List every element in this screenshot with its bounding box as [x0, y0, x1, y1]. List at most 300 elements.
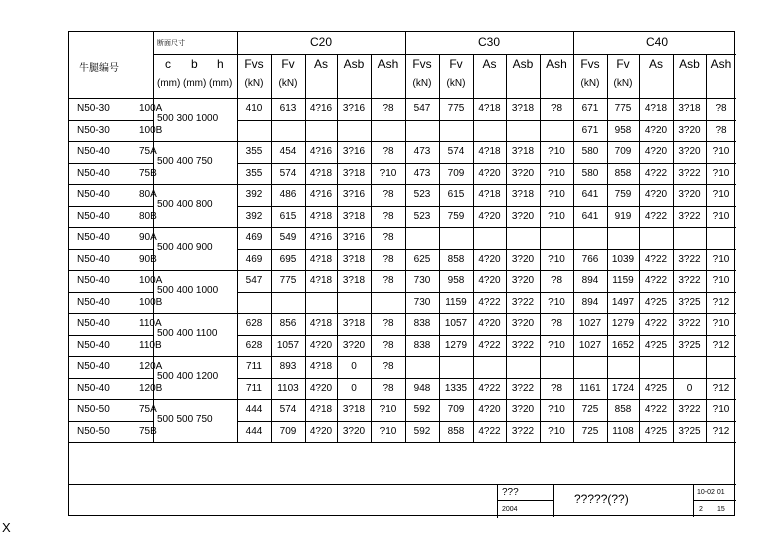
- cell-c30: 1335: [444, 382, 468, 394]
- header-sub-col: Fv: [616, 57, 630, 71]
- cell-c40: 1027: [578, 318, 602, 329]
- row-id: N50-30: [77, 124, 110, 136]
- cell-c40: ?10: [712, 146, 730, 157]
- cell-c20: ?8: [382, 103, 394, 114]
- cell-c40: 580: [581, 146, 599, 157]
- cell-c30: 3?20: [511, 167, 535, 179]
- cell-c20: ?8: [382, 210, 394, 222]
- cell-c40: 3?22: [678, 167, 701, 179]
- cell-c20: ?8: [382, 146, 394, 157]
- cell-c30: 3?20: [511, 253, 535, 265]
- cell-c40: 709: [614, 146, 632, 157]
- cell-c40: 3?22: [678, 275, 701, 286]
- cell-c30: 3?18: [511, 146, 535, 157]
- header-sub-col: As: [648, 57, 663, 71]
- row-line: [237, 335, 736, 336]
- header-sub-unit: (kN): [613, 78, 633, 89]
- cell-c20: 355: [245, 167, 263, 179]
- cell-c30: 948: [413, 382, 431, 394]
- header-sub-col: As: [482, 57, 497, 71]
- row-line: [69, 184, 736, 185]
- cell-c40: 4?22: [644, 404, 668, 415]
- cell-c20: 444: [245, 404, 263, 415]
- cell-c40: 894: [581, 275, 599, 286]
- cell-c20: ?8: [382, 318, 394, 329]
- header-sub-col: Ash: [377, 57, 399, 71]
- row-line: [237, 421, 736, 422]
- cell-c20: 4?18: [309, 275, 333, 286]
- cell-c40: 858: [614, 167, 632, 179]
- header-section-col: b: [191, 57, 198, 71]
- row-variant: 100A: [139, 275, 163, 286]
- cell-c40: 4?22: [644, 253, 668, 265]
- cell-c40: 3?25: [678, 339, 701, 351]
- header-sub-unit: (kN): [278, 78, 298, 89]
- header-sub-col: As: [313, 57, 328, 71]
- cell-c30: 775: [447, 103, 465, 114]
- cell-c40: 4?20: [644, 146, 668, 157]
- cell-c30: 1057: [444, 318, 468, 329]
- cell-c20: ?8: [382, 361, 394, 372]
- cell-c20: 695: [279, 253, 297, 265]
- cell-c20: 4?16: [309, 189, 333, 200]
- cell-c30: 730: [413, 275, 431, 286]
- cell-c40: 1161: [579, 382, 601, 394]
- row-id: N50-40: [77, 210, 110, 222]
- cell-c20: 4?18: [309, 318, 333, 329]
- cell-c30: 3?22: [511, 425, 535, 437]
- cell-c20: 4?18: [309, 210, 333, 222]
- header-section-col: c: [165, 57, 171, 71]
- cell-c20: 469: [245, 253, 263, 265]
- cell-c40: 858: [614, 404, 632, 415]
- row-id: N50-40: [77, 382, 110, 394]
- cell-c40: 766: [581, 253, 599, 265]
- cell-c40: 725: [581, 404, 599, 415]
- cell-c40: 958: [614, 124, 632, 136]
- row-id: N50-30: [77, 103, 110, 114]
- cell-c40: ?12: [712, 296, 730, 308]
- title-block-year: 2004: [502, 506, 518, 513]
- title-block-ref: 10-02 01: [697, 489, 725, 496]
- cell-c20: ?10: [379, 404, 397, 415]
- cell-c40: 4?22: [644, 210, 668, 222]
- row-dims: 500 400 750: [157, 156, 213, 167]
- cell-c40: 4?20: [644, 189, 668, 200]
- cell-c30: 838: [413, 318, 431, 329]
- cell-c40: ?10: [712, 167, 730, 179]
- row-variant: 80B: [139, 210, 157, 222]
- cell-c40: 3?20: [678, 189, 701, 200]
- header-sub-unit: (kN): [412, 78, 432, 89]
- cell-c40: 4?22: [644, 167, 668, 179]
- cell-c30: 592: [413, 404, 431, 415]
- cell-c20: 1103: [277, 382, 299, 394]
- row-variant: 80A: [139, 189, 157, 200]
- row-variant: 100B: [139, 296, 163, 308]
- row-dims: 500 400 1200: [157, 371, 219, 382]
- row-id: N50-40: [77, 232, 110, 243]
- cell-c30: ?10: [548, 296, 565, 308]
- cell-c40: ?8: [715, 103, 727, 114]
- cell-c40: 641: [581, 210, 599, 222]
- cell-c30: 3?20: [511, 404, 535, 415]
- cell-c20: 392: [245, 189, 263, 200]
- cell-c20: 3?18: [342, 318, 366, 329]
- cell-c20: 574: [279, 167, 297, 179]
- cell-c40: 1039: [611, 253, 635, 265]
- row-line: [237, 163, 736, 164]
- title-block-code: ???: [502, 487, 519, 498]
- row-id: N50-40: [77, 296, 110, 308]
- row-line: [69, 313, 736, 314]
- cell-c30: 4?18: [478, 103, 501, 114]
- cell-c20: 3?18: [342, 404, 366, 415]
- header-bottom-line: [69, 98, 736, 99]
- grade-divider: [573, 32, 574, 442]
- row-id: N50-40: [77, 167, 110, 179]
- row-id: N50-40: [77, 318, 110, 329]
- cell-c20: 3?16: [342, 103, 366, 114]
- cell-c20: 711: [246, 382, 262, 394]
- title-block-top: [69, 484, 736, 485]
- cell-c30: 4?22: [478, 296, 501, 308]
- cell-c40: ?8: [715, 124, 727, 136]
- cell-c20: 4?20: [309, 382, 333, 394]
- title-block-divider: [553, 484, 554, 517]
- cell-c30: ?10: [548, 210, 565, 222]
- header-section-label: 断面尺寸: [157, 40, 185, 47]
- row-variant: 90B: [139, 253, 157, 265]
- cell-c20: 711: [246, 361, 262, 372]
- row-line: [69, 421, 153, 422]
- header-sub-col: Asb: [679, 57, 700, 71]
- cell-c40: 759: [614, 189, 632, 200]
- row-line: [69, 163, 153, 164]
- row-dims: 500 400 800: [157, 199, 213, 210]
- cell-c20: 3?20: [342, 339, 366, 351]
- header-sub-unit: (kN): [446, 78, 466, 89]
- row-variant: 120A: [139, 361, 163, 372]
- row-id: N50-40: [77, 361, 110, 372]
- cell-c20: 0: [351, 361, 357, 372]
- cell-c20: 469: [245, 232, 263, 243]
- title-block-page-b: 15: [717, 506, 725, 513]
- header-grade-label: C30: [477, 35, 500, 49]
- row-line: [237, 292, 736, 293]
- cell-c20: ?8: [382, 382, 394, 394]
- cell-c30: ?8: [550, 275, 563, 286]
- cell-c30: 4?22: [478, 425, 501, 437]
- row-line: [237, 378, 736, 379]
- cell-c20: 355: [245, 146, 263, 157]
- cell-c30: 574: [447, 146, 465, 157]
- cell-c40: ?10: [712, 318, 730, 329]
- cell-c20: 3?18: [342, 253, 366, 265]
- header-section-unit: (mm): [183, 78, 207, 89]
- header-section-unit: (mm): [157, 78, 181, 89]
- cell-c20: 4?18: [309, 404, 333, 415]
- cell-c40: 4?20: [644, 124, 668, 136]
- header-sub-col: Fvs: [580, 57, 600, 71]
- cell-c20: ?10: [379, 167, 397, 179]
- cell-c40: 3?22: [678, 253, 701, 265]
- cell-c40: 1724: [611, 382, 635, 394]
- cell-c40: ?10: [712, 253, 730, 265]
- cell-c30: 709: [447, 404, 465, 415]
- cell-c20: 3?18: [342, 167, 366, 179]
- cell-c20: 4?18: [309, 167, 333, 179]
- cell-c40: 725: [581, 425, 599, 437]
- cell-c20: 3?16: [342, 146, 366, 157]
- cell-c30: 709: [447, 167, 465, 179]
- cell-c30: 3?20: [511, 318, 535, 329]
- row-line: [69, 120, 153, 121]
- cell-c40: 3?20: [678, 124, 701, 136]
- header-sub-col: Fv: [449, 57, 463, 71]
- cell-c20: 4?16: [309, 146, 333, 157]
- cell-c30: 4?20: [478, 318, 501, 329]
- cell-c40: 919: [614, 210, 632, 222]
- row-line: [69, 292, 153, 293]
- cell-c20: 709: [279, 425, 297, 437]
- cell-c30: ?10: [548, 339, 565, 351]
- grade-divider: [405, 32, 406, 442]
- cell-c20: 549: [279, 232, 297, 243]
- header-grade-label: C20: [309, 35, 332, 49]
- cell-c40: 3?18: [678, 103, 701, 114]
- row-variant: 75A: [139, 404, 157, 415]
- row-line: [69, 442, 736, 443]
- cell-c20: 856: [279, 318, 297, 329]
- cell-c30: ?10: [548, 167, 565, 179]
- cell-c40: 671: [581, 124, 599, 136]
- header-sub-col: Asb: [343, 57, 365, 71]
- cell-c20: 454: [279, 146, 297, 157]
- cell-c40: 775: [614, 103, 632, 114]
- header-sub-col: Ash: [710, 57, 732, 71]
- cell-c30: 838: [413, 339, 431, 351]
- row-line: [237, 206, 736, 207]
- cell-c30: 3?18: [511, 103, 535, 114]
- cell-c20: 3?18: [342, 275, 366, 286]
- cell-c30: 4?18: [478, 189, 501, 200]
- cell-c20: 444: [245, 425, 263, 437]
- cell-c40: 1159: [612, 275, 634, 286]
- cell-c20: ?8: [382, 253, 394, 265]
- cell-c30: 523: [413, 210, 431, 222]
- cell-c40: 3?25: [678, 296, 701, 308]
- cell-c30: 625: [413, 253, 431, 265]
- cell-c30: ?8: [550, 318, 563, 329]
- header-sub-col: Ash: [546, 57, 567, 71]
- cell-c30: 3?22: [511, 339, 535, 351]
- cell-c30: 615: [447, 189, 465, 200]
- cell-c40: 4?25: [644, 382, 668, 394]
- cell-c30: ?10: [548, 253, 565, 265]
- row-line: [69, 141, 736, 142]
- row-line: [69, 399, 736, 400]
- header-mid-line: [153, 54, 736, 55]
- row-id: N50-40: [77, 146, 110, 157]
- cell-c30: 4?22: [478, 382, 501, 394]
- row-dims: 500 400 900: [157, 242, 213, 253]
- cell-c30: 4?20: [478, 275, 501, 286]
- cell-c30: 547: [413, 103, 431, 114]
- cell-c40: 1108: [612, 425, 634, 437]
- cell-c20: 392: [245, 210, 263, 222]
- cell-c30: 3?18: [511, 189, 535, 200]
- cell-c40: 1497: [611, 296, 635, 308]
- cell-c40: 4?22: [644, 275, 668, 286]
- row-id: N50-40: [77, 275, 110, 286]
- row-line: [69, 378, 153, 379]
- cell-c40: 3?25: [678, 425, 701, 437]
- row-line: [69, 249, 153, 250]
- cell-c20: 1057: [276, 339, 300, 351]
- title-block-divider: [693, 500, 736, 501]
- cell-c20: 4?20: [309, 425, 333, 437]
- title-block-divider: [497, 500, 553, 501]
- cell-c30: 4?22: [478, 339, 501, 351]
- cell-c40: 580: [581, 167, 599, 179]
- row-line: [69, 206, 153, 207]
- cell-c20: 486: [279, 189, 297, 200]
- cell-c30: 592: [413, 425, 431, 437]
- row-line: [69, 270, 736, 271]
- cell-c30: 4?20: [478, 253, 501, 265]
- cell-c20: 893: [279, 361, 297, 372]
- cell-c40: 1652: [611, 339, 635, 351]
- title-block-title: ?????(??): [574, 492, 629, 506]
- cell-c40: ?10: [712, 210, 730, 222]
- row-variant: 110A: [139, 318, 162, 329]
- cell-c40: ?12: [712, 382, 730, 394]
- header-id-label: 牛腿编号: [79, 63, 119, 74]
- row-dims: 500 300 1000: [157, 113, 219, 124]
- header-grade-label: C40: [645, 35, 668, 49]
- row-variant: 90A: [139, 232, 157, 243]
- cell-c30: 730: [413, 296, 431, 308]
- cell-c30: 3?20: [511, 210, 535, 222]
- row-variant: 100A: [139, 103, 163, 114]
- cell-c30: ?10: [548, 404, 565, 415]
- cell-c30: 4?18: [478, 146, 501, 157]
- cell-c40: ?12: [712, 339, 730, 351]
- title-block-page-a: 2: [699, 506, 703, 513]
- header-sub-col: Asb: [512, 57, 534, 71]
- corner-cross-mark: X: [2, 520, 11, 535]
- row-dims: 500 400 1000: [157, 285, 219, 296]
- row-dims: 500 500 750: [157, 414, 213, 425]
- cell-c20: 628: [245, 339, 263, 351]
- row-line: [69, 227, 736, 228]
- row-variant: 120B: [139, 382, 163, 394]
- cell-c30: 473: [413, 146, 431, 157]
- cell-c30: ?8: [550, 382, 563, 394]
- cell-c40: 641: [581, 189, 599, 200]
- row-id: N50-50: [77, 404, 110, 415]
- cell-c30: 3?20: [511, 275, 535, 286]
- cell-c30: 3?22: [511, 296, 535, 308]
- cell-c30: 523: [413, 189, 431, 200]
- cell-c40: 4?18: [644, 103, 668, 114]
- cell-c20: 613: [279, 103, 297, 114]
- cell-c20: 3?16: [342, 232, 366, 243]
- cell-c20: 3?20: [342, 425, 366, 437]
- row-variant: 110B: [139, 339, 162, 351]
- cell-c20: 4?18: [309, 253, 333, 265]
- row-id: N50-40: [77, 189, 110, 200]
- cell-c30: ?10: [548, 189, 565, 200]
- cell-c20: 3?16: [342, 189, 366, 200]
- cell-c40: 3?22: [678, 404, 701, 415]
- cell-c40: 671: [581, 103, 599, 114]
- cell-c20: 3?18: [342, 210, 366, 222]
- cell-c30: 858: [447, 253, 465, 265]
- cell-c20: 775: [279, 275, 297, 286]
- cell-c40: 4?25: [644, 339, 668, 351]
- header-sub-col: Fv: [281, 57, 295, 71]
- cell-c20: ?8: [382, 232, 394, 243]
- cell-c30: 1279: [444, 339, 468, 351]
- cell-c30: 858: [447, 425, 465, 437]
- cell-c30: 759: [447, 210, 465, 222]
- row-id: N50-40: [77, 339, 110, 351]
- row-line: [237, 249, 736, 250]
- row-variant: 100B: [139, 124, 163, 136]
- cell-c40: 4?25: [644, 296, 668, 308]
- cell-c20: ?10: [379, 425, 397, 437]
- drawing-sheet: [68, 31, 735, 516]
- cell-c20: 4?16: [309, 103, 333, 114]
- header-sub-unit: (kN): [244, 78, 264, 89]
- row-dims: 500 400 1100: [157, 328, 218, 339]
- cell-c40: ?10: [712, 189, 730, 200]
- cell-c20: ?8: [382, 275, 394, 286]
- row-line: [69, 356, 736, 357]
- cell-c20: 4?16: [309, 232, 333, 243]
- row-line: [237, 120, 736, 121]
- cell-c30: ?10: [548, 146, 565, 157]
- header-sub-col: Fvs: [412, 57, 432, 71]
- cell-c30: ?8: [550, 103, 563, 114]
- cell-c20: 574: [279, 404, 297, 415]
- cell-c40: 894: [581, 296, 599, 308]
- cell-c20: 615: [279, 210, 297, 222]
- cell-c40: 1027: [578, 339, 602, 351]
- cell-c30: ?10: [548, 425, 565, 437]
- cell-c20: 547: [245, 275, 263, 286]
- header-section-col: h: [217, 57, 224, 71]
- header-sub-unit: (kN): [580, 78, 600, 89]
- row-variant: 75B: [139, 425, 157, 437]
- cell-c40: 1279: [611, 318, 635, 329]
- cell-c30: 4?20: [478, 210, 501, 222]
- cell-c40: 0: [686, 382, 693, 394]
- cell-c30: 4?20: [478, 404, 501, 415]
- cell-c40: ?10: [712, 404, 730, 415]
- cell-c30: 1159: [445, 296, 467, 308]
- cell-c40: 4?25: [644, 425, 668, 437]
- cell-c30: 958: [447, 275, 465, 286]
- cell-c20: 4?20: [309, 339, 333, 351]
- cell-c20: ?8: [382, 189, 394, 200]
- header-sub-col: Fvs: [244, 57, 264, 71]
- cell-c30: 4?20: [478, 167, 501, 179]
- cell-c20: 628: [245, 318, 263, 329]
- row-id: N50-40: [77, 253, 110, 265]
